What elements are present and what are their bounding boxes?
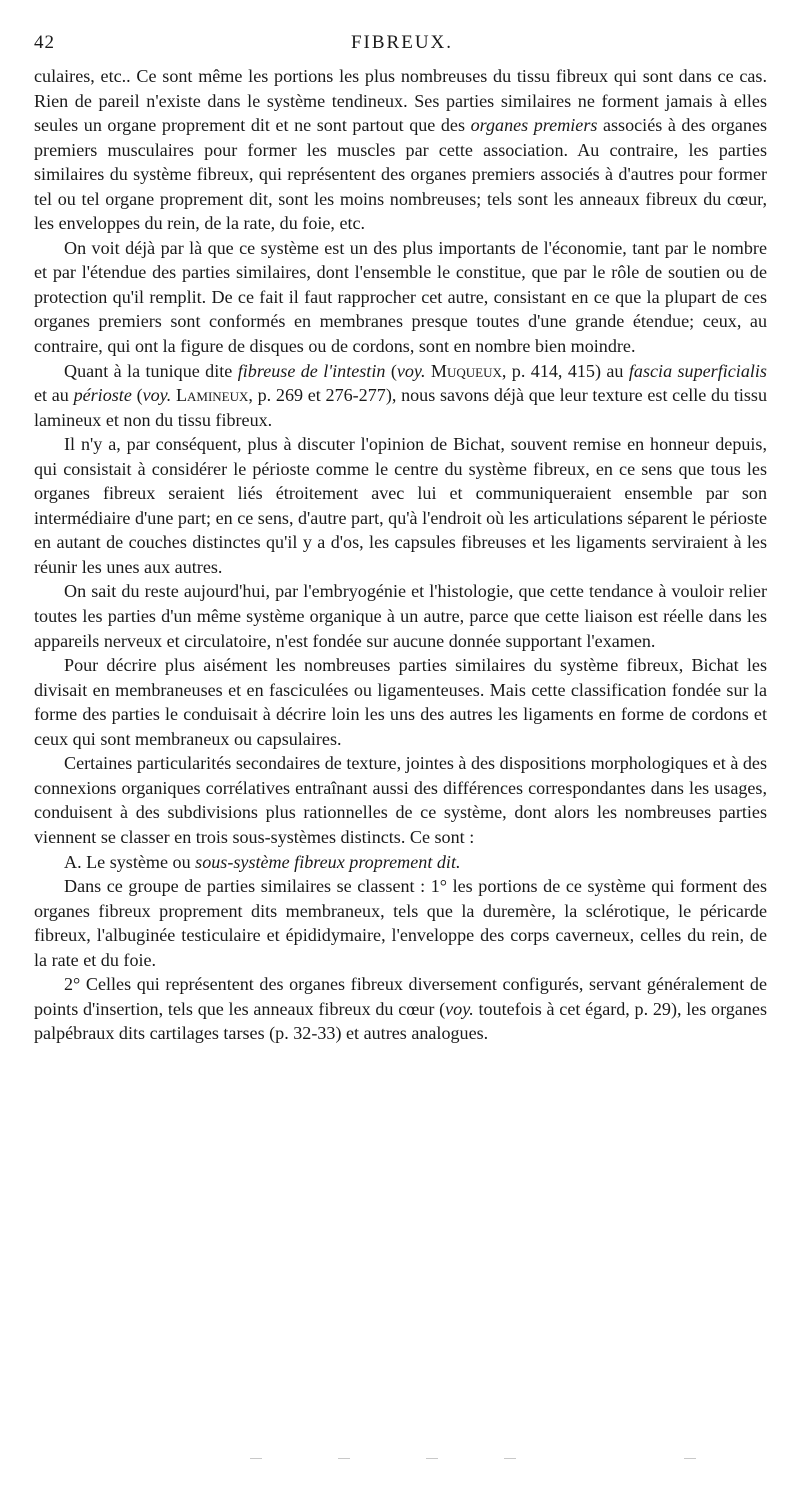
paragraph-1-text: culaires, etc.. Ce sont même les portions les plus nombreuses du tissu fibreux qui sont dans ce cas. Rien de pareil n'existe dans le système tendineux. Ses parties similaires ne forment jamais à elles seules un organe proprement dit et ne sont partout que des bbox=[34, 66, 767, 136]
paragraph-3-conj: et au bbox=[34, 385, 69, 406]
paragraph-6: Pour décrire plus aisément les nombreuses parties similaires du système fibreux, Bichat les divisait en membraneuses et en fasciculées ou ligamenteuses. Mais cette classification fondée sur la forme des parties le conduisait à décrire loin les uns des autres les ligaments en forme de cordons et ceux qui sont membraneux ou capsulaires. bbox=[34, 655, 767, 749]
body-text bbox=[34, 64, 767, 1046]
cross-ref-lamineux: Lamineux bbox=[175, 385, 249, 406]
emphasis-periosteum: périoste bbox=[73, 385, 132, 406]
paragraph-3-pages: , p. 414, 415) au bbox=[501, 360, 624, 381]
paragraph-2: On voit déjà par là que ce système est un des plus importants de l'économie, tant par le nombre et par l'étendue des parties similaires, dont l'ensemble le constitue, que par le rôle de soutien ou de protection qu'il remplit. De ce fait il faut rapprocher cet autre, consistant en ce que la plupart de ces organes premiers sont conformés en membranes presque toutes d'une grande étendue; ceux, au contraire, qui ont la figure de disques ou de cordons, sont en nombre bien moindre. bbox=[34, 237, 767, 357]
paragraph-10-text-end: toutefois à cet égard, p. 29), les organes palpébraux dits cartilages tarses (p. 32-33) et autres analogues. bbox=[34, 998, 768, 1044]
emphasis-organes-premiers: organes premiers bbox=[470, 115, 598, 136]
paragraph-7: Certaines particularités secondaires de texture, jointes à des dispositions morphologiques et à des connexions organiques corrélatives entraînant aussi des différences correspondantes dans les usages, conduisent à des subdivisions plus rationnelles de ce système, dont alors les nombreuses parties viennent se classer en trois sous-systèmes distincts. Ce sont : bbox=[34, 753, 767, 847]
paragraph-9: Dans ce groupe de parties similaires se classent : 1° les portions de ce système qui forment des organes fibreux proprement dits membraneux, tels que la duremère, la sclérotique, le péricarde fibreux, l'albuginée testiculaire et épididymaire, l'enveloppe des corps caverneux, celles du rein, de la rate et du foie. bbox=[34, 876, 767, 970]
speck bbox=[684, 1458, 696, 1459]
emphasis-sous-systeme: sous-système fibreux proprement dit. bbox=[195, 851, 461, 872]
running-head bbox=[34, 32, 770, 58]
paragraph-3-text-end: , p. 269 et 276-277), nous savons déjà que leur texture est celle du tissu lamineux et non du tissu fibreux. bbox=[34, 385, 768, 430]
print-specks bbox=[250, 1458, 700, 1462]
paragraph-3-open-paren-2: ( bbox=[136, 385, 143, 406]
paragraph-4: Il n'y a, par conséquent, plus à discuter l'opinion de Bichat, souvent remise en honneur depuis, qui consistait à considérer le périoste comme le centre du système fibreux, en ce sens que tous les organes fibreux seraient liés étroitement avec lui et communiqueraient ensemble par son intermédiaire d'une part; en ce sens, d'autre part, qu'à l'endroit où les articulations séparent le périoste en autant de couches distinctes qu'il y a d'os, les capsules fibreuses et les ligaments serviraient à les réunir les unes aux autres. bbox=[34, 434, 768, 577]
speck bbox=[250, 1458, 262, 1459]
speck bbox=[504, 1458, 516, 1459]
paragraph-10 bbox=[34, 972, 767, 1046]
paragraph-3-text: Quant à la tunique dite bbox=[64, 360, 233, 381]
paragraph-5: On sait du reste aujourd'hui, par l'embryogénie et l'histologie, que cette tendance à vouloir relier toutes les parties d'un même système organique à un autre, parce que cette liaison est réelle dans les appareils nerveux et circulatoire, n'est fondée sur aucune donnée supportant l'examen. bbox=[34, 581, 767, 651]
subsection-label: A. Le système ou bbox=[64, 851, 191, 872]
paragraph-3 bbox=[34, 359, 767, 433]
paragraph-1 bbox=[34, 64, 767, 236]
speck bbox=[426, 1458, 438, 1459]
page-number: 42 bbox=[34, 32, 55, 53]
emphasis-voy-2: voy. bbox=[142, 385, 172, 406]
paragraph-1-text-cont: associés à des organes premiers musculaires pour former les muscles par cette association. Au contraire, les parties similaires du système fibreux, qui représentent des organes premiers associés à d'autres pour former tel ou tel organe proprement dit, sont les moins nombreuses; tels sont les anneaux fibreux du cœur, les enveloppes du rein, de la rate, du foie, etc. bbox=[34, 115, 768, 234]
emphasis-fibreuse-intestin: fibreuse de l'intestin bbox=[237, 360, 386, 381]
emphasis-voy: voy. bbox=[396, 360, 426, 381]
paragraph-10-text: 2° Celles qui représentent des organes fibreux diversement configurés, servant généralement de points d'insertion, tels que les anneaux fibreux du cœur ( bbox=[34, 974, 767, 1019]
subsection-heading-a bbox=[34, 850, 767, 875]
running-title: FIBREUX. bbox=[350, 32, 454, 53]
emphasis-fascia-superficialis: fascia superficialis bbox=[628, 360, 767, 381]
speck bbox=[338, 1458, 350, 1459]
emphasis-voy-3: voy. bbox=[445, 998, 474, 1019]
cross-ref-muqueux: Muqueux bbox=[430, 360, 502, 381]
paragraph-3-open-paren: ( bbox=[390, 360, 397, 381]
